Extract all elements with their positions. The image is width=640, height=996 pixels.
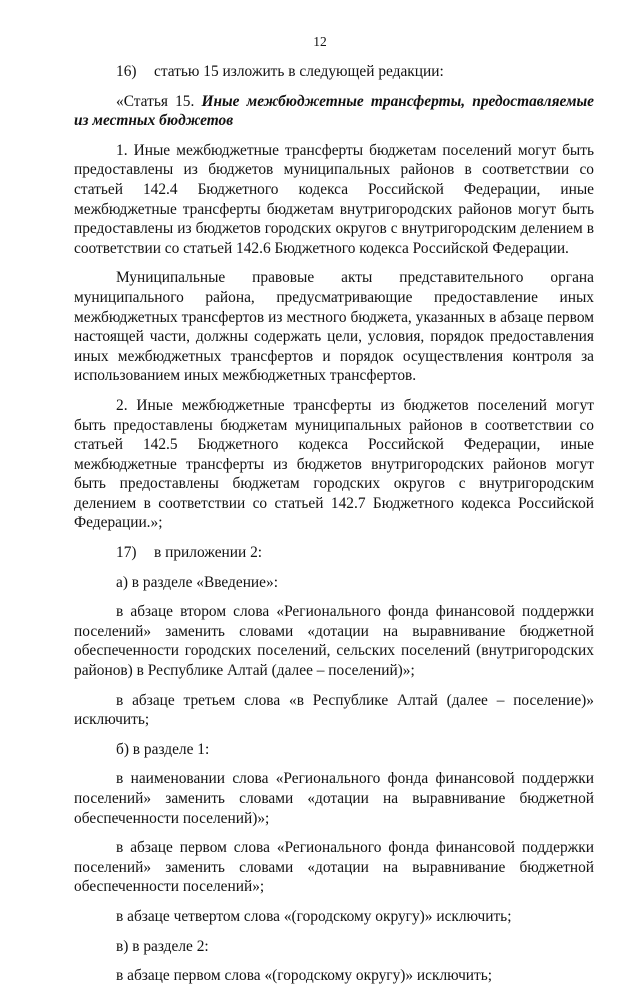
article-title: Иные межбюджетные трансферты, предоставляемые из местных бюджетов (74, 92, 594, 130)
subsection-b: б) в разделе 1: (116, 740, 210, 758)
item-text: в приложении 2: (154, 544, 263, 562)
page-number: 12 (313, 34, 327, 49)
item-number: 17) (116, 544, 137, 562)
article-paragraph-3: 2. Иные межбюджетные трансферты из бюджетов поселений могут быть предоставлены бюджетам муниципальных районов в соответствии со статьей 142.5 Бюджетного кодекса Российской Федерации, иные межбюджетные трансферты из бюджетов внутригородских районов могут быть предоставлены бюджетам городских округов с внутригородским делением в соответствии со статьей 142.7 Бюджетного кодекса Российской Федерации.»; (74, 396, 594, 532)
document-body (74, 62, 594, 996)
subsection-b-paragraph-2: в абзаце первом слова «Регионального фонда финансовой поддержки поселений» заменить словами «дотации на выравнивание бюджетной обеспеченности поселений»; (74, 839, 594, 896)
article-heading (74, 92, 594, 131)
subsection-c: в) в разделе 2: (116, 937, 209, 955)
article-paragraph-1: 1. Иные межбюджетные трансферты бюджетам поселений могут быть предоставлены из бюджетов муниципальных районов в соответствии со статьей 142.4 Бюджетного кодекса Российской Федерации, иные межбюджетные трансферты бюджетам внутригородских районов могут быть предоставлены из бюджетов городских округов с внутригородским делением в соответствии со статьей 142.6 Бюджетного кодекса Российской Федерации. (74, 141, 594, 257)
item-number: 16) (116, 63, 137, 80)
paragraph-item-16 (74, 62, 594, 82)
subsection-b-paragraph-3: в абзаце четвертом слова «(городскому округу)» исключить; (116, 907, 512, 925)
subsection-a-paragraph-2: в абзаце третьем слова «в Республике Алтай (далее – поселение)» исключить; (74, 691, 594, 729)
paragraph-item-17 (74, 543, 594, 563)
subsection-b-paragraph-1: в наименовании слова «Регионального фонда финансовой поддержки поселений» заменить словами «дотации на выравнивание бюджетной обеспеченности поселений)»; (74, 770, 594, 827)
item-text: статью 15 изложить в следующей редакции: (154, 63, 444, 80)
subsection-a-paragraph-1: в абзаце втором слова «Регионального фонда финансовой поддержки поселений» заменить словами «дотации на выравнивание бюджетной обеспеченности городских поселений, сельских поселений (внутригородских районов) в Республике Алтай (далее – поселений)»; (74, 603, 594, 680)
subsection-c-paragraph-1: в абзаце первом слова «(городскому округу)» исключить; (116, 967, 493, 985)
article-prefix: «Статья 15. (116, 92, 202, 110)
subsection-a: а) в разделе «Введение»: (116, 573, 278, 591)
article-paragraph-2: Муниципальные правовые акты представительного органа муниципального района, предусматривающие предоставление иных межбюджетных трансфертов из местного бюджета, указанных в абзаце первом настоящей части, должны содержать цели, условия, порядок предоставления иных межбюджетных трансфертов и порядок осуществления контроля за использованием иных межбюджетных трансфертов. (74, 269, 594, 385)
